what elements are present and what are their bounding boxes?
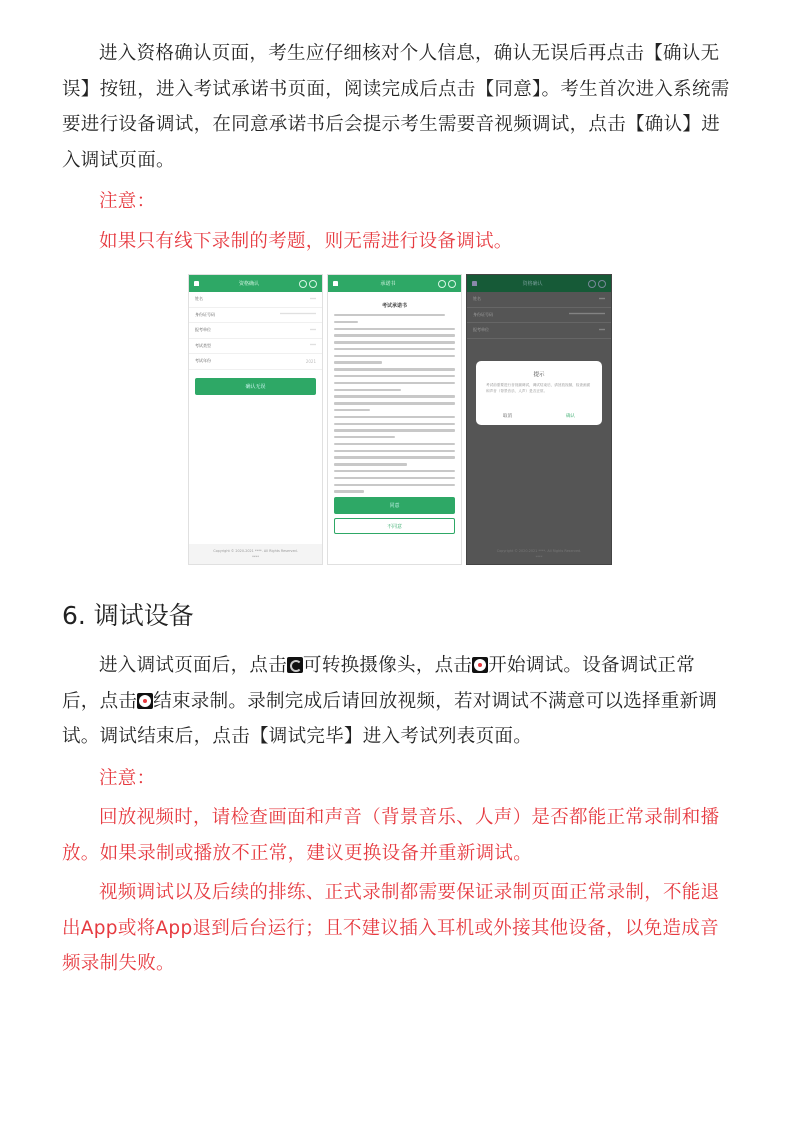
pledge-body [328, 314, 461, 493]
info-row [467, 292, 611, 308]
record-stop-icon [137, 693, 153, 709]
close-icon [598, 280, 606, 288]
info-row [467, 308, 611, 324]
dialog-cancel-button[interactable]: 取消 [503, 414, 512, 419]
row-label: 报考单位 [195, 327, 211, 333]
row-value: ****************** [569, 312, 605, 318]
more-icon [588, 280, 596, 288]
row-value: *** [310, 327, 316, 333]
pledge-title: 考试承诺书 [381, 303, 407, 309]
section-qualification [62, 36, 732, 259]
app-header [467, 275, 611, 292]
header-title: 承诺书 [380, 281, 396, 287]
row-value: *** [599, 327, 605, 333]
switch-camera-icon [287, 657, 303, 673]
text-run: 开始调试。设备调试正常后，点击 [62, 655, 696, 712]
row-value: ****************** [280, 312, 316, 318]
app-footer [189, 544, 322, 564]
disagree-button[interactable]: 不同意 [334, 518, 455, 534]
footer-text: **** [535, 555, 543, 559]
app-header [189, 275, 322, 292]
row-label: 身份证号码 [195, 311, 215, 317]
capsule-buttons [588, 280, 606, 288]
footer-text: **** [252, 555, 259, 559]
info-row [189, 292, 322, 308]
text-run: 结束录制。录制完成后请回放视频，若对调试不满意可以选择重新调试。调试结束后，点击【调试完毕】进入考试列表页面。 [62, 690, 718, 747]
close-icon [309, 280, 317, 288]
header-title: 资格确认 [522, 281, 543, 287]
more-icon [299, 280, 307, 288]
row-value: 2021 [305, 358, 316, 364]
row-value: *** [310, 296, 316, 302]
prompt-dialog [476, 361, 602, 425]
row-label: 考试年份 [195, 358, 211, 364]
body-paragraph [62, 648, 732, 755]
app-header [328, 275, 461, 292]
copyright-text: Copyright © 2020-2021 ****. All Rights Reserved. [213, 549, 298, 553]
info-row [189, 354, 322, 370]
row-label: 姓名 [473, 296, 481, 302]
screenshot-strip [188, 274, 612, 564]
info-row [467, 323, 611, 339]
note-label: 注意： [99, 191, 156, 212]
note-text: 视频调试以及后续的排练、正式录制都需要保证录制页面正常录制，不能退出App或将App退到后台运行；且不建议插入耳机或外接其他设备，以免造成音频录制失败。 [62, 882, 720, 974]
note-label: 注意： [99, 767, 156, 789]
dialog-title: 提示 [533, 372, 545, 378]
capsule-buttons [438, 280, 456, 288]
text-run: 进入调试页面后，点击 [99, 655, 288, 676]
app-footer [467, 544, 611, 564]
row-label: 姓名 [195, 296, 203, 302]
dialog-actions [476, 413, 602, 419]
close-icon [448, 280, 456, 288]
text-run: 可转换摄像头，点击 [303, 655, 473, 676]
copyright-text: Copyright © 2020-2021 ****. All Rights Reserved. [496, 549, 582, 553]
row-label: 报考单位 [473, 327, 489, 333]
phone-pledge-screen [327, 274, 462, 565]
info-row [189, 308, 322, 324]
confirm-correct-button[interactable]: 确认无误 [195, 378, 316, 395]
capsule-buttons [299, 280, 317, 288]
row-value: *** [310, 343, 316, 349]
section-heading: 6. 调试设备 [62, 601, 194, 630]
row-value: *** [599, 296, 605, 302]
home-icon [472, 281, 477, 286]
info-row [189, 323, 322, 339]
phone-prompt-screen [466, 274, 612, 565]
note-text: 如果只有线下录制的考题，则无需进行设备调试。 [99, 230, 513, 252]
info-row [189, 339, 322, 355]
note-text: 回放视频时，请检查画面和声音（背景音乐、人声）是否都能正常录制和播放。如果录制或播放不正常，建议更换设备并重新调试。 [62, 807, 720, 864]
phone-qualification-screen [188, 274, 323, 565]
dialog-message: 考试前需要进行音视频调试，调试结束后，请回放视频，检查画面和声音（背景音乐、人声）是否正常。 [486, 383, 591, 393]
header-title: 资格确认 [238, 281, 259, 287]
dialog-confirm-button[interactable]: 确认 [566, 414, 575, 419]
row-label: 考试类型 [195, 342, 211, 348]
home-icon [333, 281, 338, 286]
record-start-icon [472, 657, 488, 673]
section-device-debug [62, 648, 732, 982]
more-icon [438, 280, 446, 288]
body-paragraph: 进入资格确认页面，考生应仔细核对个人信息，确认无误后再点击【确认无误】按钮，进入考试承诺书页面，阅读完成后点击【同意】。考生首次进入系统需要进行设备调试，在同意承诺书后会提示考生需要音视频调试，点击【确认】进入调试页面。 [62, 43, 730, 171]
row-label: 身份证号码 [473, 311, 493, 317]
agree-button[interactable]: 同意 [334, 497, 455, 514]
home-icon [194, 281, 199, 286]
